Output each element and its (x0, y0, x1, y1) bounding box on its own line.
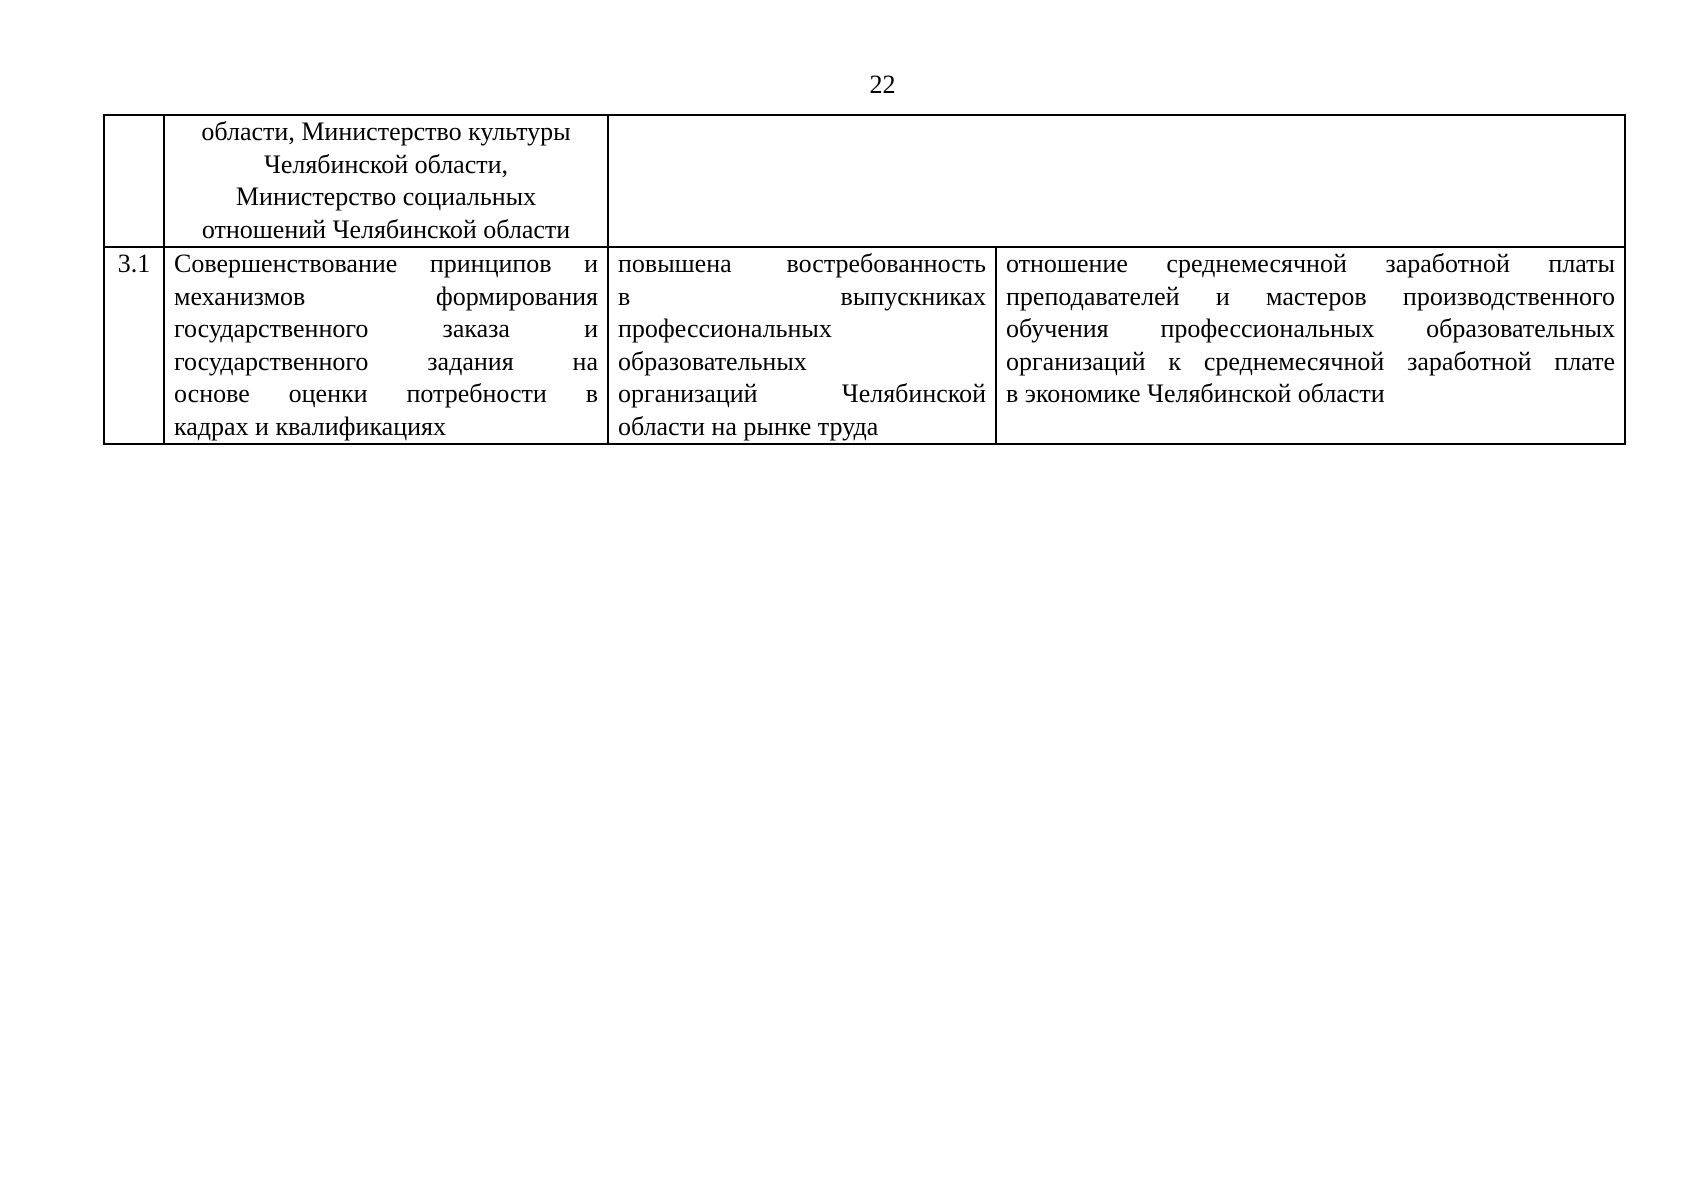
cell-responsible-executors (164, 115, 608, 247)
table-row-continuation (104, 115, 1625, 247)
indicator-line: отношение среднемесячной заработной платы (1006, 249, 1615, 278)
responsible-line: Министерство социальных (235, 182, 537, 211)
result-line: повышена востребованность (618, 249, 986, 278)
result-line: образовательных (618, 346, 807, 376)
indicator-line: в экономике Челябинской области (1006, 379, 1385, 408)
result-line: области на рынке труда (618, 411, 879, 441)
indicator-line: организаций к среднемесячной заработной плате (1006, 346, 1615, 376)
cell-expected-result (608, 247, 996, 444)
indicator-line: обучения профессиональных образовательных (1006, 314, 1615, 343)
table-row-3-1 (104, 247, 1625, 444)
measure-line: основе оценки потребности в (174, 379, 598, 408)
result-line: в выпускниках (618, 281, 986, 311)
cell-row-number: 3.1 (104, 247, 164, 444)
cell-indicator (996, 247, 1625, 444)
measures-table (103, 114, 1626, 445)
responsible-line: Челябинской области, (263, 149, 509, 179)
cell-merged-empty (608, 115, 1625, 247)
page-number: 22 (869, 70, 896, 99)
indicator-line: преподавателей и мастеров производственного (1006, 281, 1615, 311)
result-line: профессиональных (618, 314, 832, 343)
measure-line: Совершенствование принципов и (174, 249, 598, 278)
measure-line: государственного заказа и (174, 314, 598, 343)
measure-line: кадрах и квалификациях (174, 411, 447, 441)
cell-row-number (104, 115, 164, 247)
result-line: организаций Челябинской (618, 379, 986, 408)
responsible-line: области, Министерство культуры (201, 117, 571, 146)
measure-line: государственного задания на (174, 346, 598, 376)
cell-measure (164, 247, 608, 444)
responsible-line: отношений Челябинской области (201, 214, 571, 244)
measure-line: механизмов формирования (174, 281, 598, 311)
